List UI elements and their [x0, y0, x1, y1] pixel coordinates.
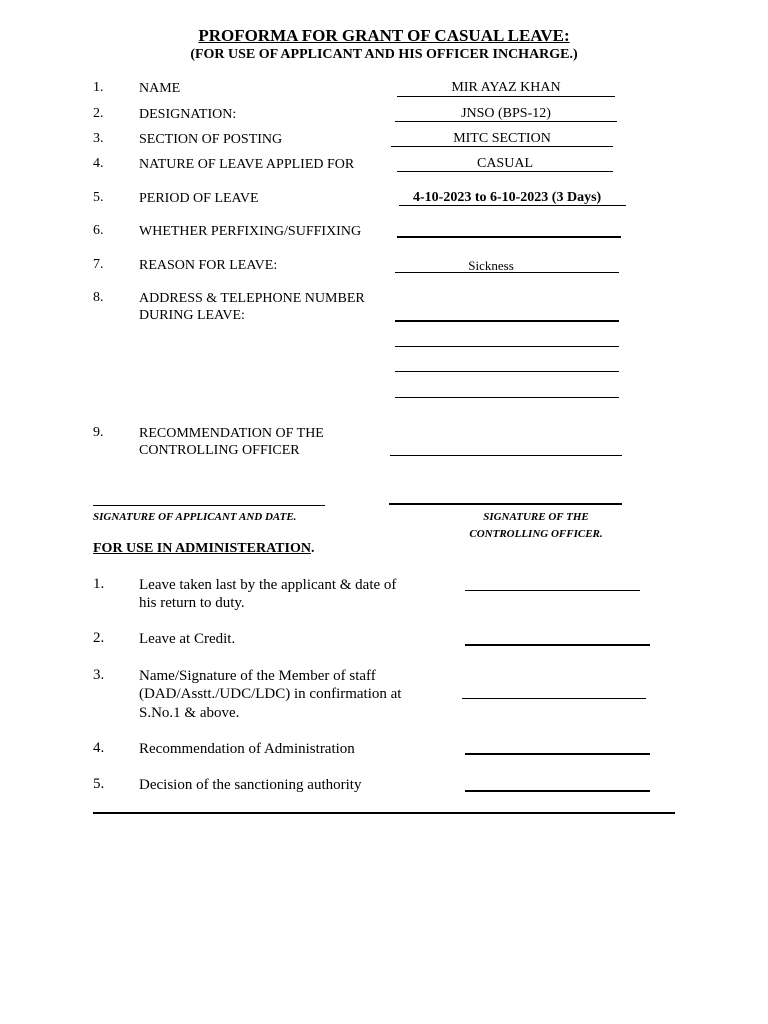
form-subtitle: (FOR USE OF APPLICANT AND HIS OFFICER INCHARGE.)	[190, 47, 578, 62]
field-1-underline	[397, 96, 615, 97]
field-3-value: MITC SECTION	[453, 131, 551, 146]
admin-item-4-number: 4.	[93, 740, 105, 756]
field-8-underline-1	[395, 320, 619, 322]
field-2-value: JNSO (BPS-12)	[461, 106, 551, 121]
admin-item-3-line2: (DAD/Asstt./UDC/LDC) in confirmation at	[139, 686, 402, 702]
field-6-number: 6.	[93, 223, 104, 238]
admin-item-2-line1: Leave at Credit.	[139, 631, 236, 647]
applicant-signature-caption: SIGNATURE OF APPLICANT AND DATE.	[93, 511, 297, 523]
field-7-label: REASON FOR LEAVE:	[139, 258, 278, 273]
admin-item-4-underline	[465, 753, 650, 755]
admin-item-2-underline	[465, 644, 650, 646]
field-9-number: 9.	[93, 425, 104, 440]
field-8-underline-2	[395, 346, 619, 347]
field-2-underline	[395, 121, 617, 122]
officer-signature-caption-line2: CONTROLLING OFFICER.	[469, 528, 603, 540]
admin-item-3-line1: Name/Signature of the Member of staff	[139, 668, 376, 684]
form-title: PROFORMA FOR GRANT OF CASUAL LEAVE:	[198, 26, 570, 45]
field-7-number: 7.	[93, 257, 104, 272]
admin-item-3-underline	[462, 698, 646, 699]
field-6-label: WHETHER PERFIXING/SUFFIXING	[139, 224, 362, 239]
field-7-underline	[395, 272, 619, 273]
field-2-number: 2.	[93, 106, 104, 121]
field-4-underline	[397, 171, 613, 172]
field-9-label-line2: CONTROLLING OFFICER	[139, 443, 300, 458]
officer-signature-line	[389, 503, 622, 505]
field-8-number: 8.	[93, 290, 104, 305]
field-4-value: CASUAL	[476, 156, 533, 171]
field-3-number: 3.	[93, 131, 104, 146]
field-3-label: SECTION OF POSTING	[139, 132, 283, 147]
admin-heading-suffix: .	[310, 541, 315, 556]
admin-item-3-number: 3.	[93, 667, 105, 683]
field-8-underline-4	[395, 397, 619, 398]
field-1-number: 1.	[93, 80, 104, 95]
admin-item-4-line1: Recommendation of Administration	[139, 741, 355, 757]
admin-item-5-underline	[465, 790, 650, 792]
bottom-rule	[93, 812, 675, 814]
field-9-label-line1: RECOMMENDATION OF THE	[139, 426, 324, 441]
field-5-underline	[399, 205, 626, 206]
field-4-label: NATURE OF LEAVE APPLIED FOR	[139, 157, 355, 172]
admin-heading-text: FOR USE IN ADMINISTERATION	[93, 541, 311, 556]
field-7-value: Sickness	[468, 258, 514, 273]
field-8-label-line1: ADDRESS & TELEPHONE NUMBER	[139, 291, 365, 306]
admin-item-1-line2: his return to duty.	[139, 595, 245, 611]
admin-section-heading	[93, 541, 314, 557]
admin-item-1-line1: Leave taken last by the applicant & date of	[139, 577, 397, 593]
field-8-label-line2: DURING LEAVE:	[139, 308, 245, 323]
field-4-number: 4.	[93, 156, 104, 171]
field-5-number: 5.	[93, 190, 104, 205]
applicant-signature-line	[93, 505, 325, 506]
field-1-label: NAME	[139, 81, 181, 96]
field-9-underline	[390, 455, 622, 456]
field-5-value: 4-10-2023 to 6-10-2023 (3 Days)	[413, 190, 602, 205]
field-2-label: DESIGNATION:	[139, 107, 237, 122]
officer-signature-caption-line1: SIGNATURE OF THE	[483, 511, 589, 523]
field-5-label: PERIOD OF LEAVE	[139, 191, 259, 206]
admin-item-3-line3: S.No.1 & above.	[139, 705, 240, 721]
field-8-underline-3	[395, 371, 619, 372]
field-3-underline	[391, 146, 613, 147]
field-1-value: MIR AYAZ KHAN	[451, 80, 561, 95]
admin-item-5-number: 5.	[93, 776, 105, 792]
admin-item-2-number: 2.	[93, 630, 105, 646]
admin-item-1-number: 1.	[93, 576, 105, 592]
admin-item-5-line1: Decision of the sanctioning authority	[139, 777, 362, 793]
admin-item-1-underline	[465, 590, 640, 591]
field-6-underline	[397, 236, 621, 238]
